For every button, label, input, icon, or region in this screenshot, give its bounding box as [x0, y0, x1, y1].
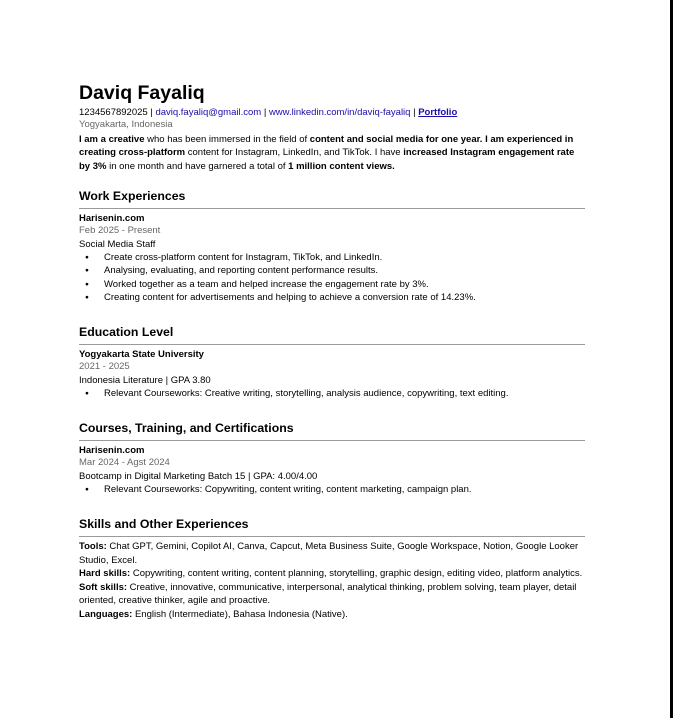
list-item: ● Creating content for advertisements and helping to achieve a conversion rate of 14.23%. — [79, 291, 585, 305]
candidate-name: Daviq Fayaliq — [79, 82, 205, 104]
profile-summary — [79, 133, 585, 174]
languages-label: Languages: — [79, 608, 133, 620]
degree: Indonesia Literature | GPA 3.80 — [79, 374, 211, 386]
section-title: Work Experiences — [79, 189, 186, 203]
section-divider — [79, 440, 585, 441]
languages-text: English (Intermediate), Bahasa Indonesia (Native). — [132, 608, 348, 620]
email-link[interactable]: daviq.fayaliq@gmail.com — [155, 107, 262, 118]
hard-skills-label: Hard skills: — [79, 568, 131, 579]
education-section — [79, 324, 585, 400]
contact-line — [79, 106, 585, 119]
resume-page — [79, 80, 585, 620]
section-divider — [79, 536, 585, 537]
summary-part: content for Instagram, LinkedIn, and TikTok. I have — [185, 147, 404, 158]
bullet-list — [79, 251, 585, 305]
position: Social Media Staff — [79, 238, 156, 250]
portfolio-link[interactable]: Portfolio — [418, 107, 458, 118]
list-item: ● Worked together as a team and helped increase the engagement rate by 3%. — [79, 278, 585, 292]
contact-separator: | — [147, 107, 156, 118]
organization: Yogyakarta State University — [79, 349, 204, 360]
skills-section — [79, 516, 585, 621]
date-range: Mar 2024 - Agst 2024 — [79, 457, 170, 468]
tools-text: Chat GPT, Gemini, Copilot AI, Canva, Capcut, Meta Business Suite, Google Workspace, Notion, Google Looker Studio, Excel. — [79, 541, 579, 566]
hard-skills-text: Copywriting, content writing, content planning, storytelling, graphic design, editing video, platform analytics. — [130, 568, 583, 579]
section-title: Education Level — [79, 325, 174, 339]
section-divider — [79, 208, 585, 209]
tools-line — [79, 540, 585, 567]
section-divider — [79, 344, 585, 345]
phone-number: 1234567892025 — [79, 107, 148, 118]
list-item: ● Relevant Courseworks: Creative writing, storytelling, analysis audience, copywriting, text editing. — [79, 387, 585, 401]
summary-part: who has been immersed in the field of — [144, 133, 310, 145]
organization: Harisenin.com — [79, 445, 145, 456]
work-section — [79, 188, 585, 305]
bullet-list — [79, 387, 585, 401]
contact-separator: | — [410, 107, 419, 118]
organization: Harisenin.com — [79, 213, 145, 224]
location: Yogyakarta, Indonesia — [79, 119, 173, 130]
section-title: Courses, Training, and Certifications — [79, 421, 294, 435]
summary-part: I am a creative — [79, 133, 145, 145]
program: Bootcamp in Digital Marketing Batch 15 | GPA: 4.00/4.00 — [79, 470, 318, 482]
summary-part: content and social media for one year. I am experienced in creating cross-platform — [79, 133, 574, 158]
soft-skills-label: Soft skills: — [79, 581, 128, 593]
summary-part: increased Instagram engagement rate by 3% — [79, 147, 575, 172]
courses-section — [79, 420, 585, 496]
date-range: Feb 2025 - Present — [79, 225, 161, 236]
summary-part: in one month and have garnered a total of — [106, 160, 289, 172]
summary-part: 1 million content views. — [288, 160, 395, 172]
list-item: ● Create cross-platform content for Instagram, TikTok, and LinkedIn. — [79, 251, 585, 265]
date-range: 2021 - 2025 — [79, 361, 130, 372]
list-item: ● Analysing, evaluating, and reporting content performance results. — [79, 264, 585, 278]
list-item: ● Relevant Courseworks: Copywriting, content writing, content marketing, campaign plan. — [79, 483, 585, 497]
languages-line — [79, 608, 585, 622]
section-title: Skills and Other Experiences — [79, 517, 249, 531]
linkedin-link[interactable]: www.linkedin.com/in/daviq-fayaliq — [268, 107, 411, 118]
soft-skills-line — [79, 581, 585, 608]
tools-label: Tools: — [79, 541, 107, 552]
contact-separator: | — [261, 107, 269, 118]
hard-skills-line — [79, 567, 585, 581]
bullet-list — [79, 483, 585, 497]
soft-skills-text: Creative, innovative, communicative, interpersonal, analytical thinking, problem solving, team player, detail oriented, creative thinker, agile and proactive. — [79, 581, 577, 606]
